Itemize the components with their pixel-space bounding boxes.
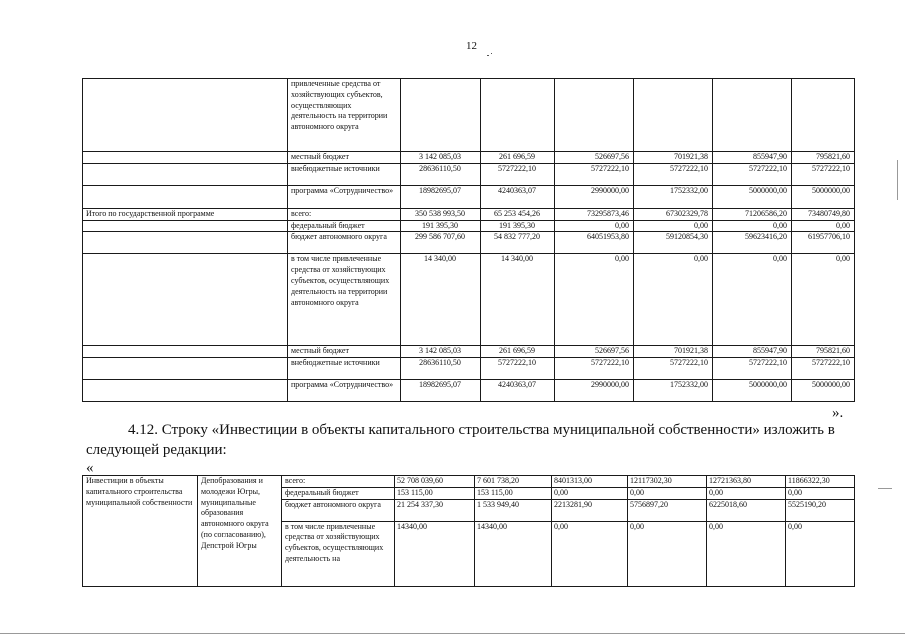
table-row [83,220,855,232]
value-cell: 0,00 [792,220,855,232]
value-cell: 3 142 085,03 [401,152,481,164]
value-cell: 5525190,20 [786,499,855,521]
scan-edge-line [878,488,892,489]
value-cell: 5727222,10 [713,358,792,380]
value-cell: 1 533 949,40 [475,499,552,521]
value-cell: 65 253 454,26 [481,208,555,220]
value-cell [555,79,634,152]
value-cell: 5727222,10 [634,358,713,380]
table-row [83,163,855,185]
value-cell: 18982695,07 [401,185,481,208]
value-cell: 701921,38 [634,346,713,358]
value-cell: 4240363,07 [481,185,555,208]
value-cell: 0,00 [628,521,707,586]
value-cell: 0,00 [707,521,786,586]
value-cell: 526697,56 [555,346,634,358]
value-cell: 3 142 085,03 [401,346,481,358]
value-cell: 5000000,00 [713,185,792,208]
value-cell: 14340,00 [395,521,475,586]
value-cell: 0,00 [634,220,713,232]
table-row [83,254,855,346]
source-cell: федеральный бюджет [288,220,401,232]
scan-edge-line [0,633,905,634]
value-cell: 261 696,59 [481,152,555,164]
source-cell: в том числе привлеченные средства от хозяйствующих субъектов, осуществляющих деятельность на территории автономного округа [288,254,401,346]
closing-quote: ». [832,405,844,421]
value-cell: 14340,00 [475,521,552,586]
value-cell: 73480749,80 [792,208,855,220]
value-cell: 0,00 [713,220,792,232]
value-cell: 0,00 [634,254,713,346]
source-cell: в том числе привлеченные средства от хозяйствующих субъектов, осуществляющих деятельность на [282,521,395,586]
value-cell: 5727222,10 [555,358,634,380]
row-label: Инвестиции в объекты капитального строительства муниципальной собственности [83,476,198,587]
row-label [83,358,288,380]
value-cell: 0,00 [552,521,628,586]
row-label [83,220,288,232]
value-cell: 61957706,10 [792,232,855,254]
value-cell: 73295873,46 [555,208,634,220]
value-cell: 12721363,80 [707,476,786,488]
row-label [83,79,288,152]
row-label [83,185,288,208]
table-row [83,358,855,380]
value-cell: 5727222,10 [713,163,792,185]
table-row [83,79,855,152]
value-cell [713,79,792,152]
source-cell: федеральный бюджет [282,487,395,499]
value-cell: 59623416,20 [713,232,792,254]
row-label: Итого по государственной программе [83,208,288,220]
value-cell: 7 601 738,20 [475,476,552,488]
value-cell: 28636110,50 [401,163,481,185]
value-cell: 18982695,07 [401,380,481,402]
source-cell: программа «Сотрудничество» [288,185,401,208]
value-cell: 5727222,10 [792,163,855,185]
value-cell: 5727222,10 [555,163,634,185]
source-cell: бюджет автономного округа [282,499,395,521]
row-label [83,346,288,358]
value-cell: 855947,90 [713,152,792,164]
value-cell: 4240363,07 [481,380,555,402]
table-row [83,476,855,488]
financing-table-continued [82,78,855,402]
value-cell: 350 538 993,50 [401,208,481,220]
value-cell: 0,00 [786,487,855,499]
value-cell: 153 115,00 [475,487,552,499]
value-cell: 2990000,00 [555,380,634,402]
value-cell: 191 395,30 [481,220,555,232]
value-cell: 0,00 [555,220,634,232]
row-label [83,152,288,164]
source-cell: бюджет автономного округа [288,232,401,254]
value-cell: 54 832 777,20 [481,232,555,254]
value-cell: 5727222,10 [792,358,855,380]
source-cell: программа «Сотрудничество» [288,380,401,402]
source-cell: внебюджетные источники [288,358,401,380]
value-cell: 14 340,00 [481,254,555,346]
value-cell: 526697,56 [555,152,634,164]
value-cell: 11866322,30 [786,476,855,488]
page-number: 12 [466,40,477,52]
scan-edge-line [897,160,898,200]
value-cell: 8401313,00 [552,476,628,488]
table-row [83,208,855,220]
value-cell: 261 696,59 [481,346,555,358]
value-cell: 191 395,30 [401,220,481,232]
value-cell [401,79,481,152]
value-cell: 5727222,10 [481,358,555,380]
value-cell: 5727222,10 [481,163,555,185]
row-label [83,163,288,185]
value-cell: 0,00 [555,254,634,346]
value-cell: 14 340,00 [401,254,481,346]
amendment-paragraph: 4.12. Строку «Инвестиции в объекты капитального строительства муниципальной собственности» изложить в следующей редакции: [86,422,835,458]
executor-cell: Депобразования и молодежи Югры, муниципальные образования автономного округа (по согласованию), Депстрой Югры [198,476,282,587]
table-row [83,380,855,402]
value-cell: 0,00 [786,521,855,586]
row-label [83,380,288,402]
value-cell: 5000000,00 [713,380,792,402]
value-cell: 0,00 [792,254,855,346]
value-cell [792,79,855,152]
value-cell: 5000000,00 [792,380,855,402]
value-cell: 67302329,78 [634,208,713,220]
value-cell: 701921,38 [634,152,713,164]
source-cell: всего: [282,476,395,488]
value-cell: 5727222,10 [634,163,713,185]
value-cell: 0,00 [552,487,628,499]
value-cell [634,79,713,152]
scan-speck [487,55,489,56]
value-cell: 855947,90 [713,346,792,358]
value-cell: 5756897,20 [628,499,707,521]
value-cell: 6225018,60 [707,499,786,521]
source-cell: всего: [288,208,401,220]
value-cell: 1752332,00 [634,185,713,208]
value-cell: 28636110,50 [401,358,481,380]
value-cell: 795821,60 [792,152,855,164]
value-cell: 71206586,20 [713,208,792,220]
value-cell: 153 115,00 [395,487,475,499]
value-cell: 64051953,80 [555,232,634,254]
value-cell: 2990000,00 [555,185,634,208]
scan-speck [491,53,492,54]
source-cell: внебюджетные источники [288,163,401,185]
value-cell: 0,00 [713,254,792,346]
value-cell: 21 254 337,30 [395,499,475,521]
row-label [83,232,288,254]
row-label [83,254,288,346]
value-cell: 5000000,00 [792,185,855,208]
value-cell: 12117302,30 [628,476,707,488]
value-cell: 59120854,30 [634,232,713,254]
source-cell: привлеченные средства от хозяйствующих субъектов, осуществляющих деятельность на территории автономного округа [288,79,401,152]
value-cell: 1752332,00 [634,380,713,402]
source-cell: местный бюджет [288,152,401,164]
value-cell: 52 708 039,60 [395,476,475,488]
value-cell: 0,00 [707,487,786,499]
investment-table [82,475,855,587]
table-row [83,232,855,254]
opening-quote: « [86,460,94,476]
value-cell: 0,00 [628,487,707,499]
table-row [83,185,855,208]
value-cell: 299 586 707,60 [401,232,481,254]
value-cell: 2213281,90 [552,499,628,521]
source-cell: местный бюджет [288,346,401,358]
table-row [83,346,855,358]
value-cell [481,79,555,152]
value-cell: 795821,60 [792,346,855,358]
table-row [83,152,855,164]
